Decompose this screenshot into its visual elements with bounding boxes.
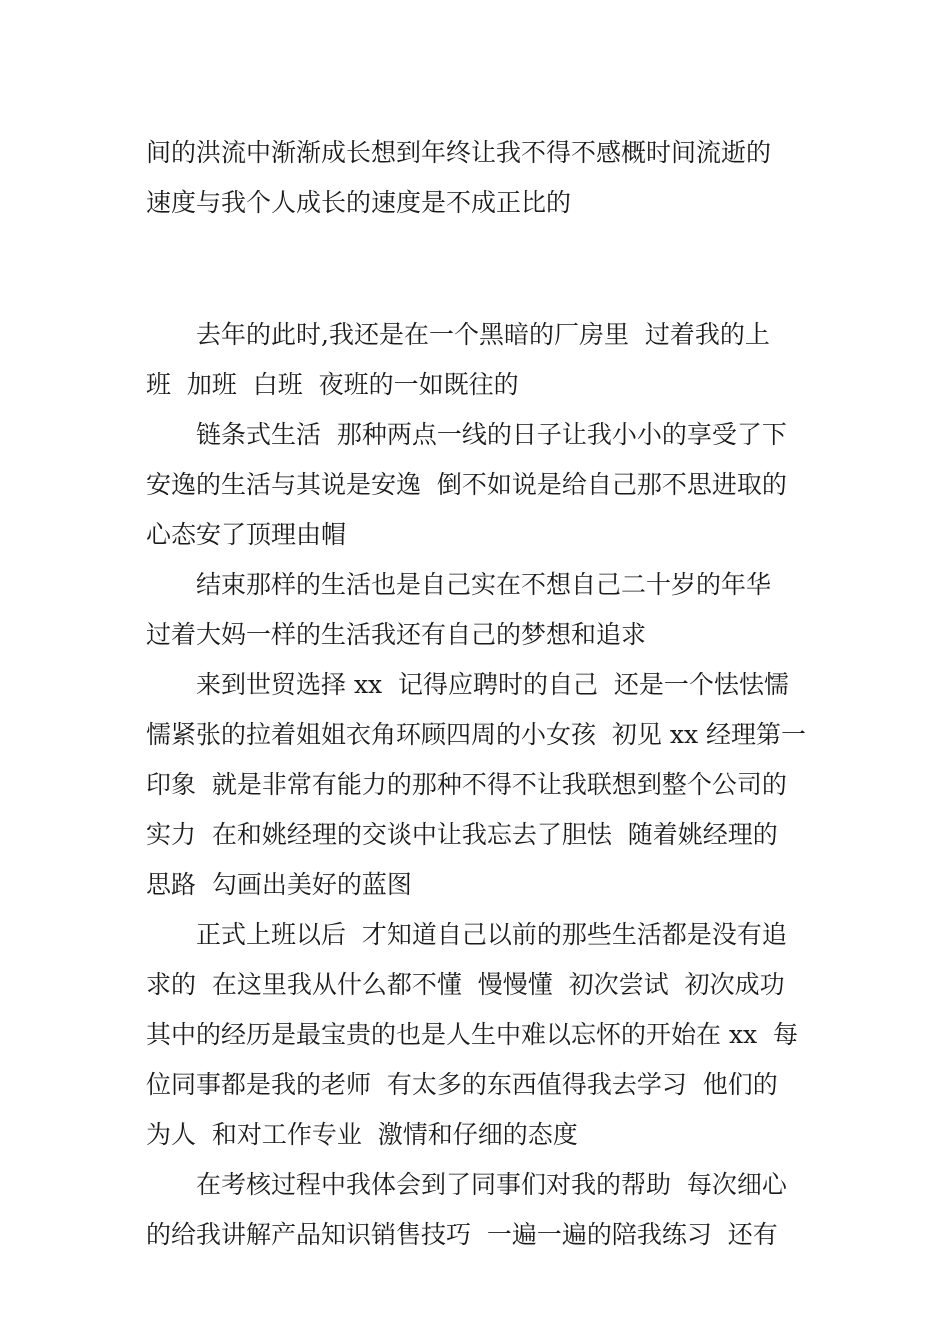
paragraph-gap — [146, 228, 808, 310]
body-text — [146, 128, 808, 1260]
text-line: 懦紧张的拉着姐姐衣角环顾四周的小女孩 初见 xx 经理第一 — [146, 720, 806, 749]
text-line: 心态安了顶理由帽 — [146, 520, 347, 549]
text-line: 正式上班以后 才知道自己以前的那些生活都是没有追 — [146, 920, 787, 949]
text-line: 间的洪流中渐渐成长想到年终让我不得不感概时间流逝的 — [146, 138, 772, 167]
text-line: 去年的此时,我还是在一个黑暗的厂房里 过着我的上 — [146, 320, 770, 349]
text-line: 过着大妈一样的生活我还有自己的梦想和追求 — [146, 620, 647, 649]
text-line: 实力 在和姚经理的交谈中让我忘去了胆怯 随着姚经理的 — [146, 820, 778, 849]
text-line: 其中的经历是最宝贵的也是人生中难以忘怀的开始在 xx 每 — [146, 1020, 799, 1049]
text-line: 的给我讲解产品知识销售技巧 一遍一遍的陪我练习 还有 — [146, 1220, 778, 1249]
text-line: 为人 和对工作专业 激情和仔细的态度 — [146, 1120, 578, 1149]
text-line: 求的 在这里我从什么都不懂 慢慢懂 初次尝试 初次成功 — [146, 970, 785, 999]
text-line: 在考核过程中我体会到了同事们对我的帮助 每次细心 — [146, 1170, 787, 1199]
text-line: 班 加班 白班 夜班的一如既往的 — [146, 370, 519, 399]
text-line: 位同事都是我的老师 有太多的东西值得我去学习 他们的 — [146, 1070, 778, 1099]
text-line: 来到世贸选择 xx 记得应聘时的自己 还是一个怯怯懦 — [146, 670, 789, 699]
text-line: 速度与我个人成长的速度是不成正比的 — [146, 188, 572, 217]
text-line: 思路 勾画出美好的蓝图 — [146, 870, 412, 899]
text-line: 结束那样的生活也是自己实在不想自己二十岁的年华 — [146, 570, 772, 599]
text-line: 安逸的生活与其说是安逸 倒不如说是给自己那不思进取的 — [146, 470, 787, 499]
text-line: 印象 就是非常有能力的那种不得不让我联想到整个公司的 — [146, 770, 787, 799]
text-line: 链条式生活 那种两点一线的日子让我小小的享受了下 — [146, 420, 787, 449]
